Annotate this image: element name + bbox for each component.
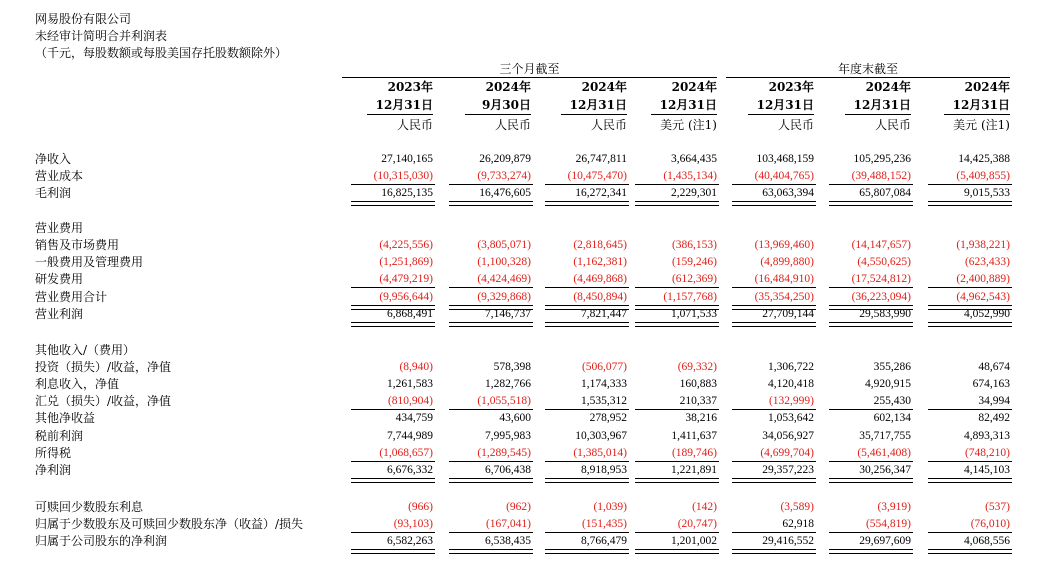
- table-cell: (9,329,868): [477, 291, 531, 303]
- total-double-rule: [829, 201, 913, 206]
- table-cell: 6,538,435: [485, 535, 531, 547]
- group-header-three-months: 三个月截至: [499, 62, 560, 76]
- total-double-rule: [545, 322, 629, 327]
- table-cell: (20,747): [677, 518, 717, 530]
- total-double-rule: [449, 201, 533, 206]
- total-double-rule: [449, 322, 533, 327]
- subtotal-rule: [545, 409, 629, 410]
- column-header-date: 12月31日: [756, 98, 814, 112]
- row-label: 其他净收益: [35, 411, 96, 425]
- column-header-year: 2023年: [387, 80, 433, 94]
- total-double-rule: [635, 478, 719, 483]
- column-header-underline: [465, 114, 531, 115]
- table-cell: 355,286: [873, 361, 911, 373]
- row-label: 投资（损失）/收益，净值: [35, 360, 172, 374]
- row-label: 可赎回少数股东利息: [35, 500, 144, 514]
- row-label: 销售及市场费用: [35, 238, 120, 252]
- table-cell: 26,209,879: [479, 153, 531, 165]
- row-label: 研发费用: [35, 272, 84, 286]
- table-cell: 1,282,766: [485, 378, 531, 390]
- row-label: 净收入: [35, 152, 72, 166]
- table-cell: (623,433): [964, 256, 1010, 268]
- table-cell: 1,221,891: [671, 464, 717, 476]
- row-label: 净利润: [35, 463, 72, 477]
- total-double-rule: [829, 478, 913, 483]
- table-cell: (506,077): [581, 361, 627, 373]
- total-double-rule: [351, 478, 435, 483]
- table-cell: (10,315,030): [373, 170, 433, 182]
- total-double-rule: [732, 201, 816, 206]
- row-label: 营业成本: [35, 169, 84, 183]
- group-header-line: [342, 77, 717, 78]
- group-header-line: [726, 77, 1010, 78]
- subtotal-rule: [351, 287, 435, 288]
- table-cell: (69,332): [677, 361, 717, 373]
- table-cell: (612,369): [671, 273, 717, 285]
- table-cell: (4,479,219): [379, 273, 433, 285]
- table-cell: (3,919): [877, 501, 911, 513]
- table-cell: 4,068,556: [964, 535, 1010, 547]
- column-header-year: 2024年: [964, 80, 1010, 94]
- subtotal-rule: [351, 532, 435, 533]
- table-cell: (40,404,765): [754, 170, 814, 182]
- subtotal-rule: [545, 532, 629, 533]
- column-header-underline: [561, 114, 627, 115]
- table-cell: 6,676,332: [387, 464, 433, 476]
- subtotal-rule: [732, 409, 816, 410]
- column-header-currency: 人民币: [494, 118, 531, 132]
- table-cell: 35,717,755: [859, 430, 911, 442]
- table-cell: 578,398: [493, 361, 531, 373]
- column-header-date: 12月31日: [659, 98, 717, 112]
- table-cell: (966): [408, 501, 433, 513]
- subtotal-rule: [351, 461, 435, 462]
- table-cell: (1,162,381): [573, 256, 627, 268]
- table-cell: (36,223,094): [851, 291, 911, 303]
- total-double-rule: [928, 478, 1012, 483]
- subtotal-rule: [829, 409, 913, 410]
- total-double-rule: [635, 322, 719, 327]
- table-cell: 26,747,811: [575, 153, 627, 165]
- table-cell: 1,201,002: [671, 535, 717, 547]
- row-label: 所得税: [35, 446, 72, 460]
- table-cell: (14,147,657): [851, 239, 911, 251]
- table-cell: 1,306,722: [768, 361, 814, 373]
- table-cell: 255,430: [873, 395, 911, 407]
- table-cell: (1,385,014): [573, 447, 627, 459]
- table-cell: (1,157,768): [663, 291, 717, 303]
- total-double-rule: [732, 478, 816, 483]
- table-cell: (554,819): [865, 518, 911, 530]
- subtotal-rule: [732, 184, 816, 185]
- group-header-year-end: 年度末截至: [837, 62, 898, 76]
- table-cell: (962): [506, 501, 531, 513]
- table-cell: 29,357,223: [762, 464, 814, 476]
- row-label: 营业利润: [35, 307, 84, 321]
- table-cell: (76,010): [970, 518, 1010, 530]
- table-cell: 7,821,447: [581, 308, 627, 320]
- column-header-currency: 美元 (注1): [660, 118, 717, 132]
- table-cell: (810,904): [387, 395, 433, 407]
- table-cell: 29,583,990: [859, 308, 911, 320]
- column-header-currency: 人民币: [590, 118, 627, 132]
- table-cell: 103,468,159: [756, 153, 814, 165]
- subtotal-rule: [732, 461, 816, 462]
- table-cell: (4,225,556): [379, 239, 433, 251]
- table-cell: 65,807,084: [859, 187, 911, 199]
- total-double-rule: [928, 549, 1012, 554]
- table-cell: (1,938,221): [956, 239, 1010, 251]
- subtotal-rule: [829, 461, 913, 462]
- column-header-currency: 人民币: [777, 118, 814, 132]
- table-cell: (3,589): [780, 501, 814, 513]
- table-cell: 602,134: [873, 412, 911, 424]
- table-cell: (9,956,644): [379, 291, 433, 303]
- subtotal-rule: [928, 532, 1012, 533]
- table-cell: (8,940): [399, 361, 433, 373]
- subtotal-rule: [449, 461, 533, 462]
- table-cell: (2,400,889): [956, 273, 1010, 285]
- table-cell: (9,733,274): [477, 170, 531, 182]
- table-cell: (1,068,657): [379, 447, 433, 459]
- row-label: 营业费用: [35, 221, 84, 235]
- total-double-rule: [635, 549, 719, 554]
- table-cell: 3,664,435: [671, 153, 717, 165]
- table-cell: (5,461,408): [857, 447, 911, 459]
- table-cell: (1,435,134): [663, 170, 717, 182]
- column-header-date: 9月30日: [481, 98, 531, 112]
- table-cell: 4,893,313: [964, 430, 1010, 442]
- subtotal-rule: [545, 461, 629, 462]
- total-double-rule: [449, 549, 533, 554]
- column-header-year: 2024年: [671, 80, 717, 94]
- table-cell: 48,674: [978, 361, 1010, 373]
- table-cell: (167,041): [485, 518, 531, 530]
- table-cell: 210,337: [679, 395, 717, 407]
- total-double-rule: [732, 549, 816, 554]
- total-double-rule: [545, 478, 629, 483]
- table-cell: (1,251,869): [379, 256, 433, 268]
- subtotal-rule: [545, 184, 629, 185]
- table-cell: (16,484,910): [754, 273, 814, 285]
- table-cell: 82,492: [978, 412, 1010, 424]
- subtotal-rule: [635, 287, 719, 288]
- table-cell: 14,425,388: [958, 153, 1010, 165]
- table-cell: (159,246): [671, 256, 717, 268]
- table-cell: (1,039): [593, 501, 627, 513]
- subtotal-rule: [829, 184, 913, 185]
- table-cell: 4,920,915: [865, 378, 911, 390]
- table-cell: 16,272,341: [575, 187, 627, 199]
- subtotal-rule: [635, 184, 719, 185]
- table-cell: 29,697,609: [859, 535, 911, 547]
- table-cell: (1,100,328): [477, 256, 531, 268]
- table-cell: 34,056,927: [762, 430, 814, 442]
- column-header-date: 12月31日: [569, 98, 627, 112]
- column-header-underline: [748, 114, 814, 115]
- total-double-rule: [732, 322, 816, 327]
- row-label: 归属于少数股东及可赎回少数股东净（收益）/损失: [35, 517, 304, 531]
- column-header-year: 2024年: [581, 80, 627, 94]
- column-header-date: 12月31日: [952, 98, 1010, 112]
- table-cell: 8,766,479: [581, 535, 627, 547]
- table-cell: (93,103): [393, 518, 433, 530]
- row-label: 汇兑（损失）/收益，净值: [35, 394, 172, 408]
- table-cell: 2,229,301: [671, 187, 717, 199]
- subtotal-rule: [545, 287, 629, 288]
- table-cell: 30,256,347: [859, 464, 911, 476]
- table-cell: 27,140,165: [381, 153, 433, 165]
- subtotal-rule: [449, 532, 533, 533]
- table-cell: 4,145,103: [964, 464, 1010, 476]
- table-cell: (4,469,868): [573, 273, 627, 285]
- statement-title: 未经审计简明合并利润表: [35, 29, 168, 43]
- subtotal-rule: [449, 184, 533, 185]
- table-cell: 1,174,333: [581, 378, 627, 390]
- table-cell: 1,053,642: [768, 412, 814, 424]
- total-double-rule: [928, 201, 1012, 206]
- company-name: 网易股份有限公司: [35, 12, 132, 26]
- table-cell: 1,535,312: [581, 395, 627, 407]
- row-label: 其他收入/（费用）: [35, 343, 136, 357]
- table-cell: (4,899,880): [760, 256, 814, 268]
- table-cell: (1,289,545): [477, 447, 531, 459]
- table-cell: 1,411,637: [671, 430, 717, 442]
- table-cell: (13,969,460): [754, 239, 814, 251]
- table-cell: (4,962,543): [956, 291, 1010, 303]
- row-label: 税前利润: [35, 429, 84, 443]
- table-cell: 1,261,583: [387, 378, 433, 390]
- subtotal-rule: [928, 287, 1012, 288]
- column-header-year: 2024年: [865, 80, 911, 94]
- column-header-currency: 美元 (注1): [953, 118, 1010, 132]
- table-cell: 27,709,144: [762, 308, 814, 320]
- row-label: 利息收入，净值: [35, 377, 120, 391]
- subtotal-rule: [928, 184, 1012, 185]
- table-cell: (748,210): [964, 447, 1010, 459]
- subtotal-rule: [829, 532, 913, 533]
- table-cell: (4,550,625): [857, 256, 911, 268]
- table-cell: (10,475,470): [567, 170, 627, 182]
- subtotal-rule: [928, 461, 1012, 462]
- table-cell: (5,409,855): [956, 170, 1010, 182]
- row-label: 毛利润: [35, 186, 72, 200]
- subtotal-rule: [928, 409, 1012, 410]
- table-cell: 9,015,533: [964, 187, 1010, 199]
- column-header-currency: 人民币: [396, 118, 433, 132]
- table-cell: (2,818,645): [573, 239, 627, 251]
- table-cell: 7,995,983: [485, 430, 531, 442]
- subtotal-rule: [635, 461, 719, 462]
- total-double-rule: [829, 322, 913, 327]
- total-double-rule: [829, 549, 913, 554]
- table-cell: (39,488,152): [851, 170, 911, 182]
- table-cell: (4,699,704): [760, 447, 814, 459]
- table-cell: 16,476,605: [479, 187, 531, 199]
- table-cell: 434,759: [395, 412, 433, 424]
- column-header-underline: [367, 114, 433, 115]
- table-cell: (132,999): [768, 395, 814, 407]
- subtotal-rule: [351, 409, 435, 410]
- table-cell: 6,706,438: [485, 464, 531, 476]
- total-double-rule: [449, 478, 533, 483]
- column-header-year: 2024年: [485, 80, 531, 94]
- subtotal-rule: [449, 409, 533, 410]
- column-header-currency: 人民币: [874, 118, 911, 132]
- total-double-rule: [351, 322, 435, 327]
- row-label: 归属于公司股东的净利润: [35, 534, 168, 548]
- table-cell: (386,153): [671, 239, 717, 251]
- table-cell: 1,071,533: [671, 308, 717, 320]
- table-cell: 674,163: [972, 378, 1010, 390]
- subtotal-rule: [351, 184, 435, 185]
- column-header-underline: [845, 114, 911, 115]
- table-cell: 160,883: [679, 378, 717, 390]
- subtotal-rule: [829, 287, 913, 288]
- table-cell: 6,582,263: [387, 535, 433, 547]
- subtotal-rule: [732, 532, 816, 533]
- table-cell: 7,146,737: [485, 308, 531, 320]
- table-cell: 105,295,236: [853, 153, 911, 165]
- column-header-year: 2023年: [768, 80, 814, 94]
- column-header-date: 12月31日: [853, 98, 911, 112]
- table-cell: (537): [985, 501, 1010, 513]
- table-cell: (142): [692, 501, 717, 513]
- table-cell: 63,063,394: [762, 187, 814, 199]
- column-header-date: 12月31日: [375, 98, 433, 112]
- total-double-rule: [635, 201, 719, 206]
- table-cell: 29,416,552: [762, 535, 814, 547]
- table-cell: (17,524,812): [851, 273, 911, 285]
- subtotal-rule: [449, 287, 533, 288]
- table-cell: 4,120,418: [768, 378, 814, 390]
- subtotal-rule: [732, 287, 816, 288]
- table-cell: 10,303,967: [575, 430, 627, 442]
- table-cell: 4,052,990: [964, 308, 1010, 320]
- total-double-rule: [928, 322, 1012, 327]
- table-cell: 278,952: [589, 412, 627, 424]
- table-cell: (8,450,894): [573, 291, 627, 303]
- table-cell: (189,746): [671, 447, 717, 459]
- table-cell: 16,825,135: [381, 187, 433, 199]
- table-cell: 7,744,989: [387, 430, 433, 442]
- subtotal-rule: [635, 532, 719, 533]
- table-cell: (1,055,518): [477, 395, 531, 407]
- row-label: 一般费用及管理费用: [35, 255, 144, 269]
- table-cell: (3,805,071): [477, 239, 531, 251]
- table-cell: (151,435): [581, 518, 627, 530]
- table-cell: 34,994: [978, 395, 1010, 407]
- total-double-rule: [545, 201, 629, 206]
- column-header-underline: [944, 114, 1010, 115]
- column-header-underline: [651, 114, 717, 115]
- units-note: （千元，每股数额或每股美国存托股数额除外）: [35, 46, 288, 60]
- total-double-rule: [351, 549, 435, 554]
- total-double-rule: [545, 549, 629, 554]
- total-double-rule: [351, 201, 435, 206]
- table-cell: 38,216: [685, 412, 717, 424]
- table-cell: (35,354,250): [754, 291, 814, 303]
- table-cell: (4,424,469): [477, 273, 531, 285]
- subtotal-rule: [635, 409, 719, 410]
- table-cell: 8,918,953: [581, 464, 627, 476]
- row-label: 营业费用合计: [35, 290, 108, 304]
- table-cell: 6,868,491: [387, 308, 433, 320]
- table-cell: 62,918: [782, 518, 814, 530]
- table-cell: 43,600: [499, 412, 531, 424]
